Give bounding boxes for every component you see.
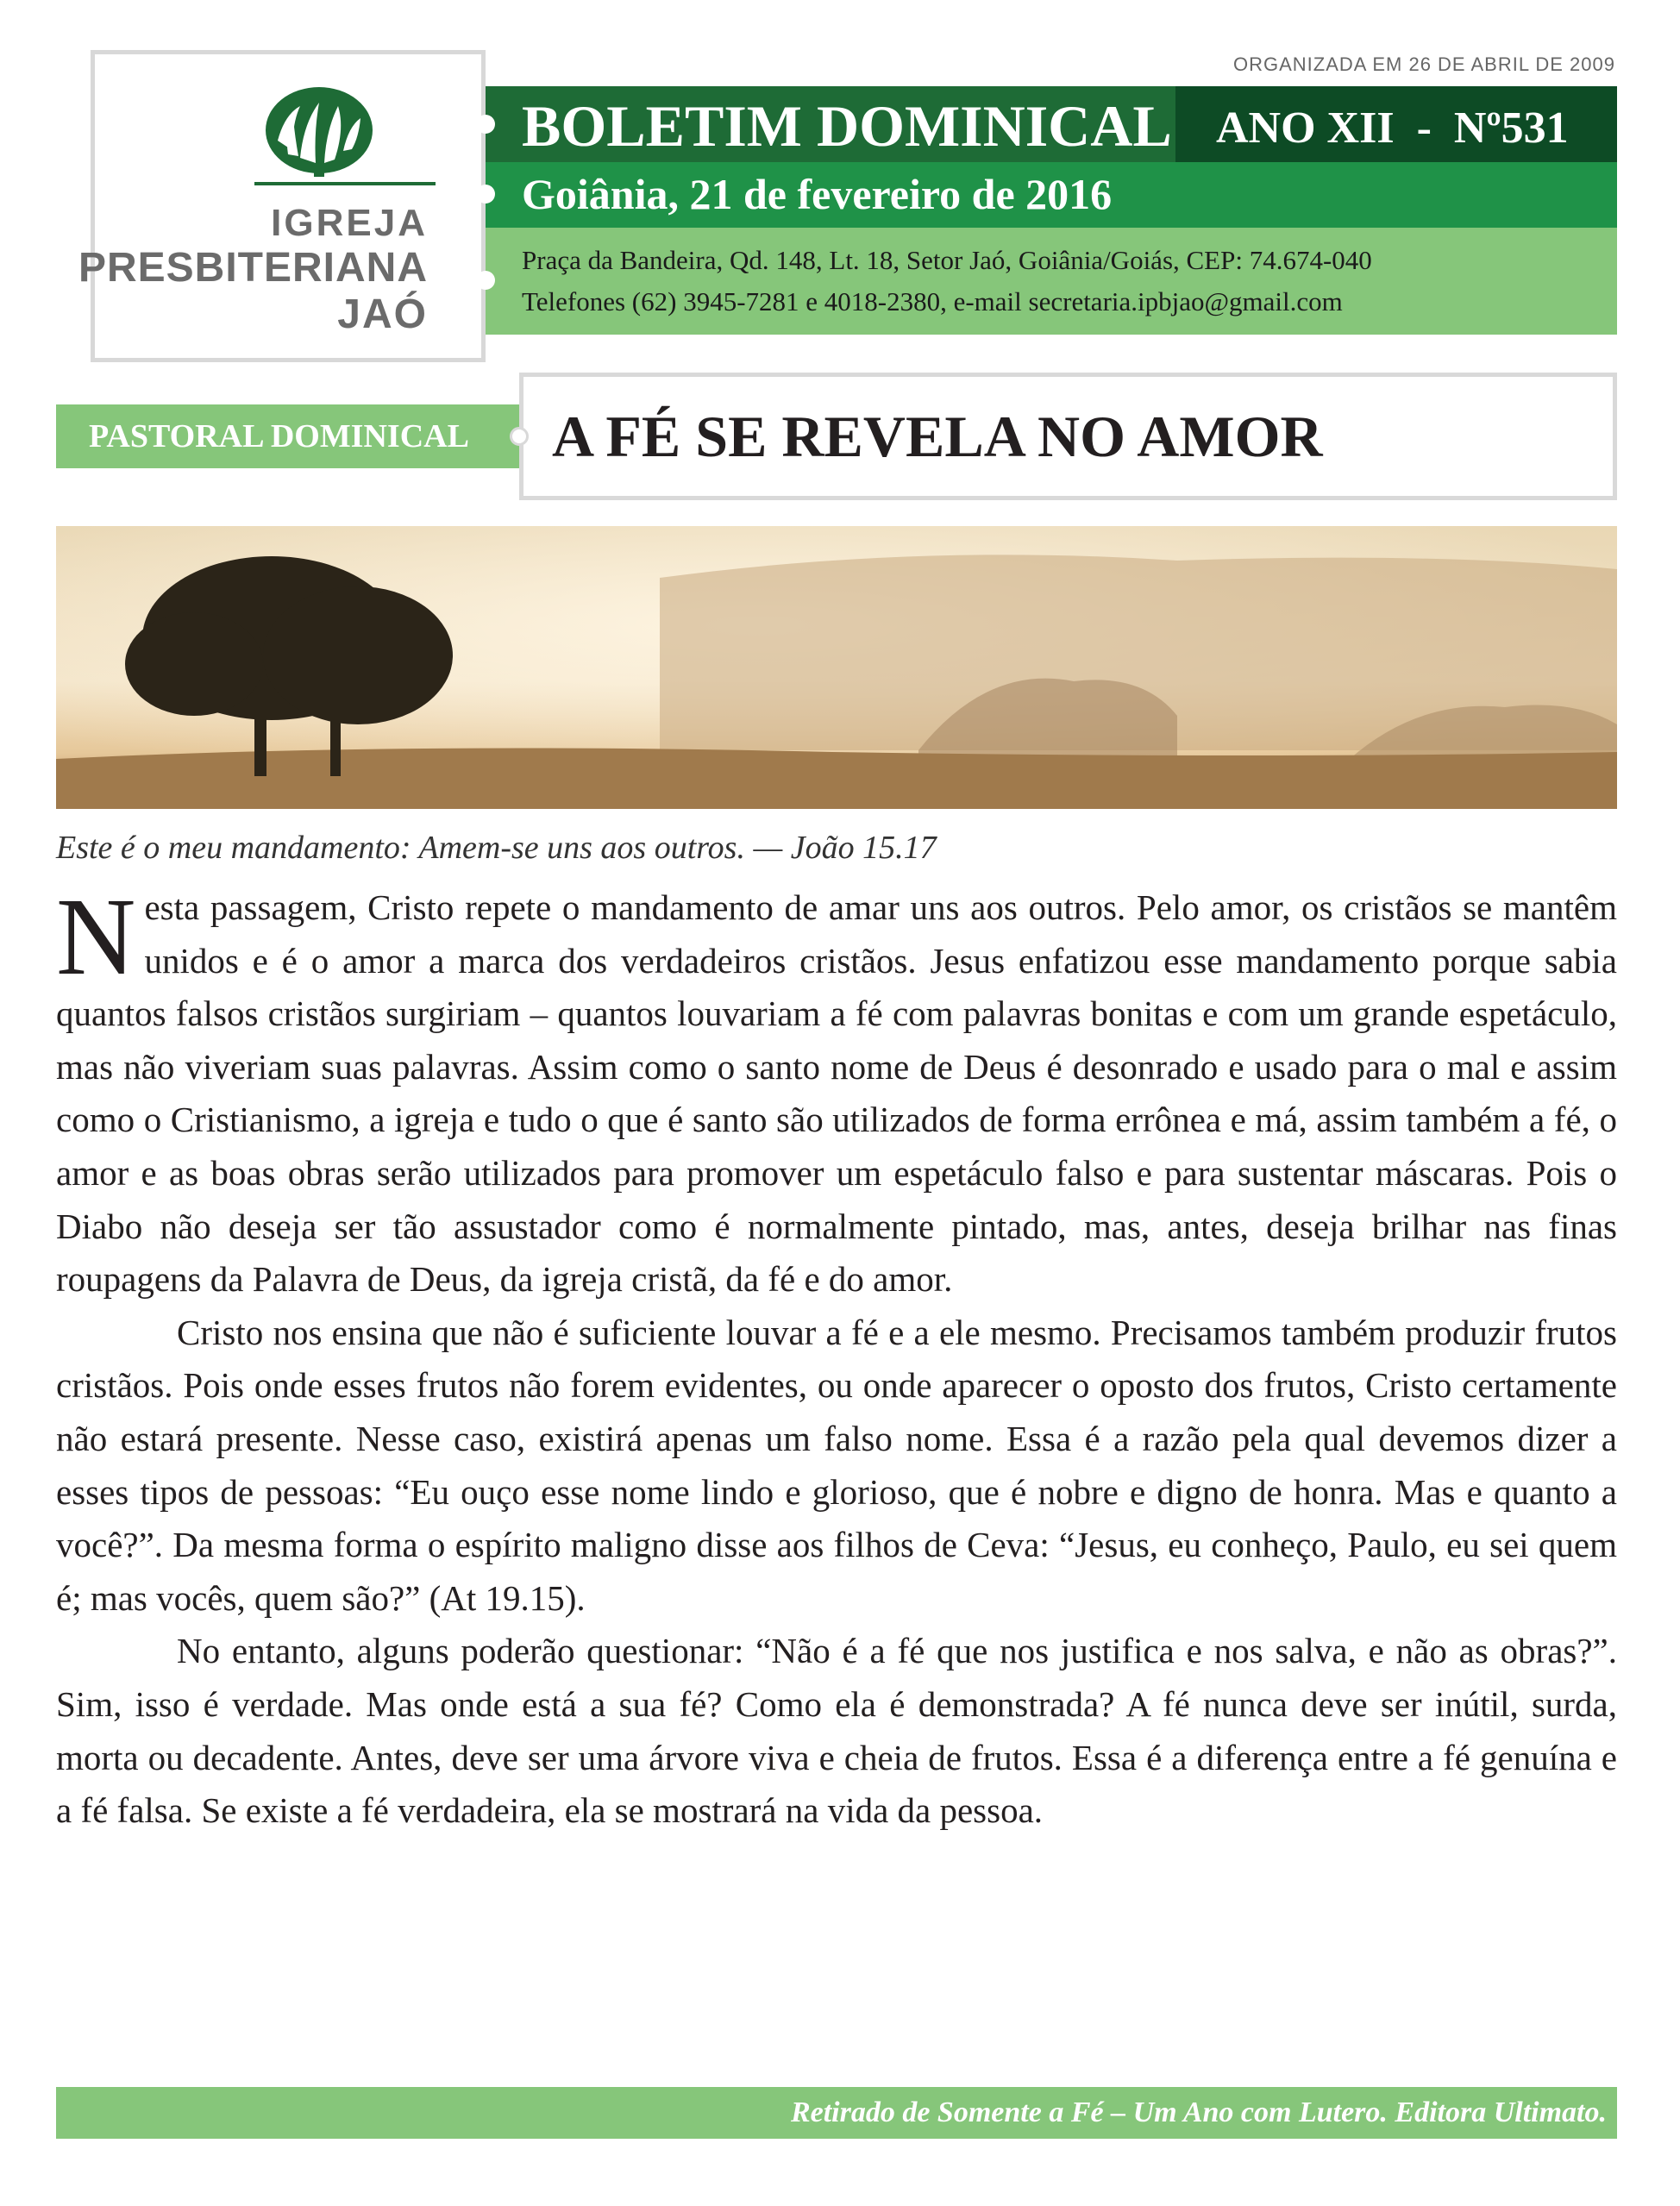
organized-date-note: ORGANIZADA EM 26 DE ABRIL DE 2009: [1232, 53, 1615, 75]
article-body: [56, 875, 1617, 1838]
paragraph-text: esta passagem, Cristo repete o mandamento de amar uns aos outros. Pelo amor, os cristãos se mantêm unidos e é o amor a marca dos verdadeiros cristãos. Jesus enfatizou esse mandamento porque sabia quantos falsos cristãos surgiriam – quantos louvariam a fé com palavras bonitas e com um grande espetáculo, mas não viveriam suas palavras. Assim como o santo nome de Deus é desonrado e usado para o mal e assim como o Cristianismo, a igreja e tudo o que é santo são utilizados de forma errônea e má, assim também a fé, o amor e as boas obras serão utilizados para promover um espetáculo falso e para sustentar máscaras. Pois o Diabo não deseja ser tão assustador como é normalmente pintado, mas, antes, deseja brilhar nas finas roupagens da Palavra de Deus, da igreja cristã, da fé e do amor.: [56, 887, 1617, 1300]
bullet-dot-icon: [476, 115, 495, 134]
bible-verse: Este é o meu mandamento: Amem-se uns aos outros. — João 15.17: [56, 830, 937, 866]
church-logo: [78, 50, 486, 362]
article-paragraph: [56, 875, 1617, 1307]
article-paragraph: Cristo nos ensina que não é suficiente louvar a fé e a ele mesmo. Precisamos também produzir frutos cristãos. Pois onde esses frutos não forem evidentes, ou onde aparecer o oposto dos frutos, Cristo certamente não estará presente. Nesse caso, existirá apenas um falso nome. Essa é a razão pela qual devemos dizer a esses tipos de pessoas: “Eu ouço esse nome lindo e glorioso, que é nobre e digno de honra. Mas e quanto a você?”. Da mesma forma o espírito maligno disse aos filhos de Ceva: “Jesus, eu conheço, Paulo, eu sei quem é; mas vocês, quem são?” (At 19.15).: [56, 1312, 1617, 1618]
bulletin-date: Goiânia, 21 de fevereiro de 2016: [522, 170, 1113, 218]
bullet-dot-icon: [510, 427, 529, 446]
misty-field-tree-photo: [56, 526, 1617, 809]
church-address: Praça da Bandeira, Qd. 148, Lt. 18, Setor Jaó, Goiânia/Goiás, CEP: 74.674-040: [522, 245, 1372, 275]
bullet-dot-icon: [476, 271, 495, 290]
bulletin-title: BOLETIM DOMINICAL: [522, 93, 1172, 159]
logo-text-jao: JAÓ: [337, 291, 428, 337]
article-paragraph: No entanto, alguns poderão questionar: “Não é a fé que nos justifica e nos salva, e não as obras?”. Sim, isso é verdade. Mas onde está a sua fé? Como ela é demonstrada? A fé nunca deve ser inútil, surda, morta ou decadente. Antes, deve ser uma árvore viva e cheia de frutos. Essa é a diferença entre a fé genuína e a fé falsa. Se existe a fé verdadeira, ela se mostrará na vida da pessoa.: [56, 1631, 1617, 1831]
church-contact: Telefones (62) 3945-7281 e 4018-2380, e-mail secretaria.ipbjao@gmail.com: [522, 286, 1343, 316]
source-credit: Retirado de Somente a Fé – Um Ano com Lutero. Editora Ultimato.: [790, 2096, 1607, 2128]
logo-text-igreja: IGREJA: [271, 202, 428, 244]
article-heading: A FÉ SE REVELA NO AMOR: [552, 404, 1323, 469]
section-label: PASTORAL DOMINICAL: [89, 418, 469, 454]
drop-cap: N: [56, 875, 136, 998]
logo-divider: [254, 182, 436, 185]
issue-number: ANO XII - Nº531: [1216, 103, 1569, 153]
logo-text-presbiteriana: PRESBITERIANA: [78, 245, 428, 291]
bullet-dot-icon: [476, 185, 495, 204]
